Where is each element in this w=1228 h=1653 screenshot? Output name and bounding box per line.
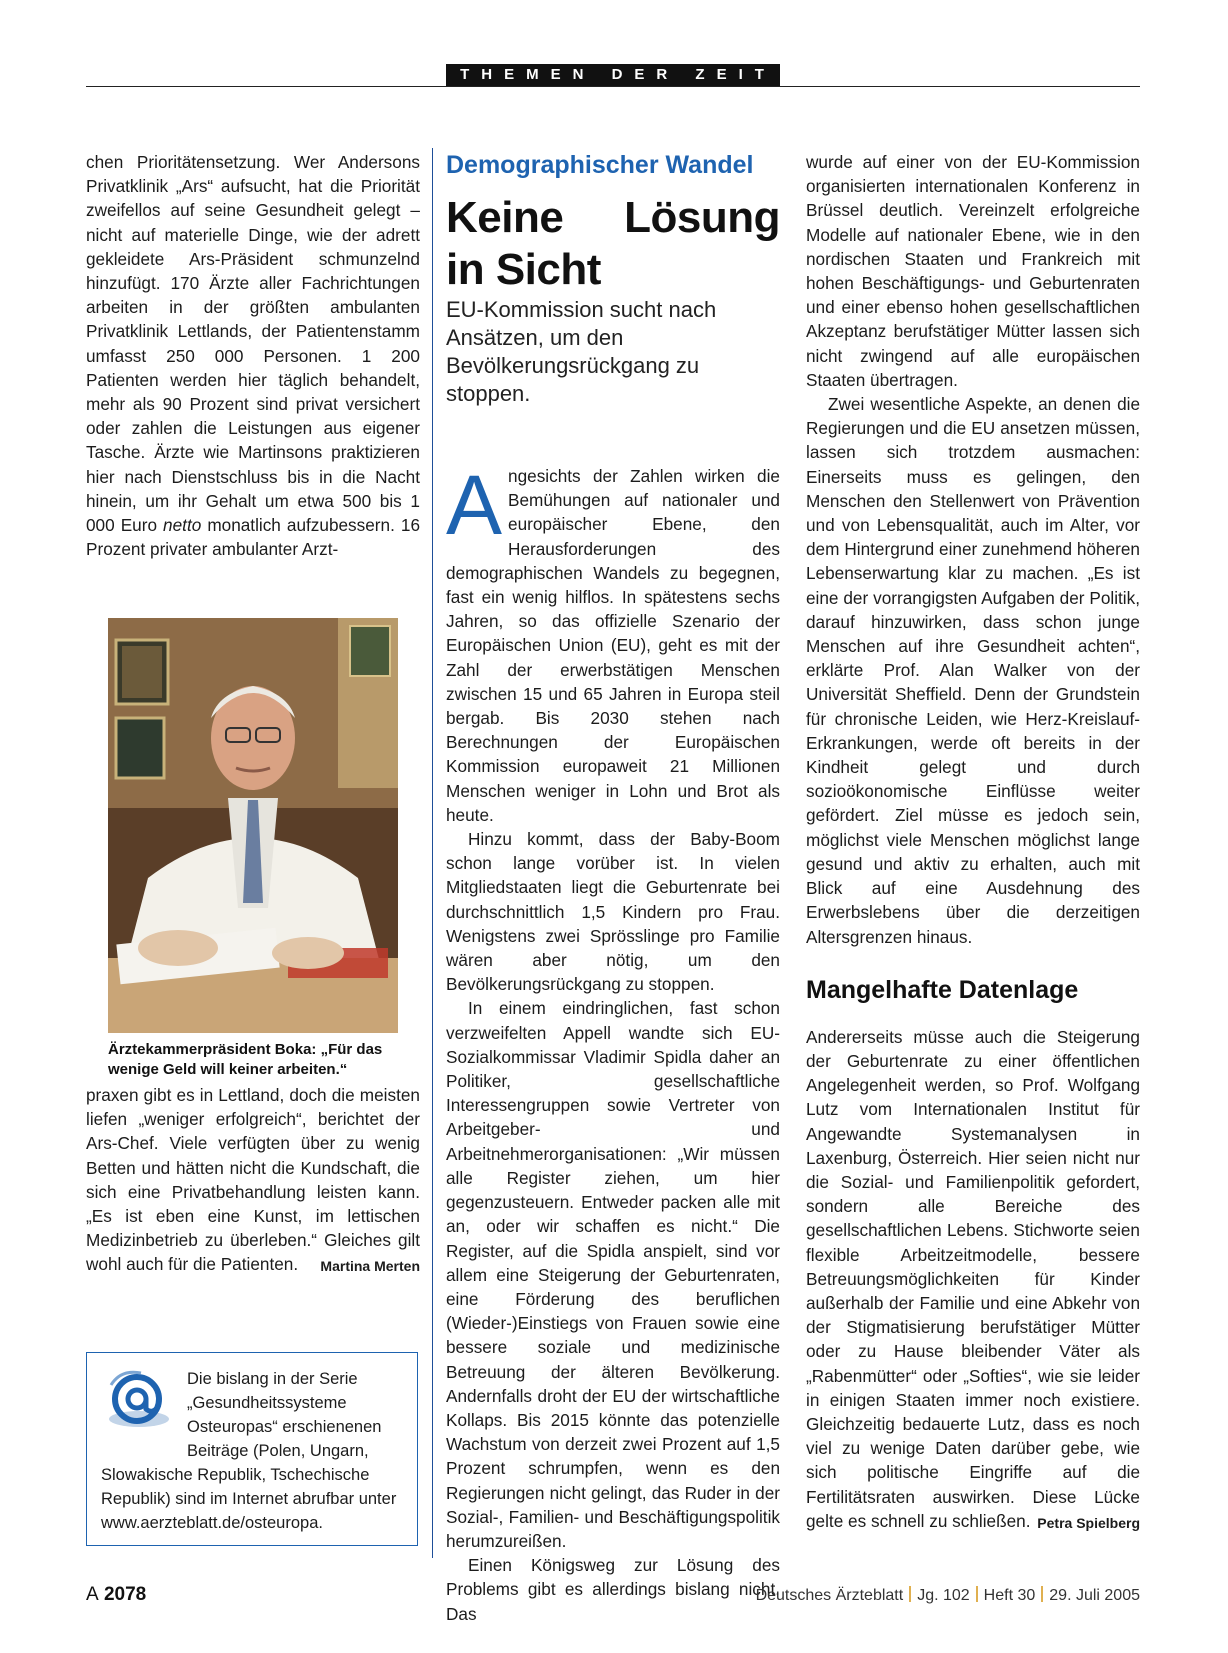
issue: Heft 30 bbox=[983, 1587, 1036, 1604]
publication-info bbox=[756, 1586, 1140, 1605]
page-number: A 2078 bbox=[86, 1584, 147, 1605]
issue-date: 29. Juli 2005 bbox=[1049, 1587, 1140, 1604]
article-headline: Keine Lösung in Sicht bbox=[446, 193, 780, 294]
left-column-bottom bbox=[86, 1083, 420, 1279]
doctor-photo bbox=[108, 618, 398, 1033]
article-subhead: Mangelhafte Datenlage bbox=[806, 975, 1079, 1004]
author-merten: Martina Merten bbox=[320, 1258, 420, 1275]
article-paragraph-2: Hinzu kommt, dass der Baby-Boom schon lange vorüber ist. In vielen Mitgliedstaaten liegt die Geburtenrate bei durchschnittlich 1,5 Kindern pro Frau. Wenigstens zwei Sprösslinge pro Familie wären aber nötig, um den Bevölkerungsrückgang zu stoppen. bbox=[446, 829, 780, 995]
right-column bbox=[806, 150, 1140, 1535]
article-paragraph-1: Angesichts der Zahlen wirken die Bemühungen auf nationaler und europäischer Ebene, den Herausforderungen des demographischen Wandels zu begegnen, fast ein wenig hilflos. In spätestens sechs Jahren, so das offizielle Szenario der Europäischen Union (EU), geht es mit der Zahl der erwerbstätigen Menschen zwischen 15 und 65 Jahren in Europa steil bergab. Bis 2030 stehen nach Berechnungen der Europäischen Kommission europaweit 21 Millionen Menschen weniger in Lohn und Brot als heute. bbox=[446, 458, 780, 825]
article-paragraph-5: wurde auf einer von der EU-Kommission organisierten internationalen Konferenz in Brüssel deutlich. Vereinzelt erfolgreiche Modelle auf nationaler Ebene, wie in den nordischen Staaten und Frankreich mit hohen Beschäftigungs- und Geburtenraten und einer ebenso hohen gesellschaftlichen Akzeptanz berufstätiger Mütter lassen sich nicht zwingend auf alle europäischen Staaten übertragen. bbox=[806, 152, 1140, 390]
article-paragraph-4: Einen Königsweg zur Lösung des Problems gibt es allerdings bislang nicht. Das bbox=[446, 1555, 780, 1624]
volume: Jg. 102 bbox=[917, 1587, 970, 1604]
top-rule bbox=[86, 86, 1140, 87]
photo-caption: Ärztekammerpräsident Boka: „Für das wenige Geld will keiner arbeiten.“ bbox=[108, 1041, 383, 1078]
author-spielberg: Petra Spielberg bbox=[1037, 1514, 1140, 1531]
article-kicker: Demographischer Wandel bbox=[446, 151, 754, 179]
column-divider bbox=[432, 148, 433, 1558]
publication-name: Deutsches Ärzteblatt bbox=[755, 1587, 904, 1604]
left-column-top bbox=[86, 150, 420, 561]
info-box-text: Die bislang in der Serie „Gesundheitssysteme Osteuropas“ erschienenen Beiträge (Polen, Ungarn, Slowakische Republik, Tschechische Republik) sind im Internet abrufbar unter www.aerzteblatt.de/osteuropa. bbox=[101, 1370, 397, 1532]
article-deck: EU-Kommission sucht nach Ansätzen, um den Bevölkerungsrückgang zu stoppen. bbox=[446, 297, 717, 406]
info-box bbox=[86, 1352, 418, 1546]
article-paragraph-6: Zwei wesentliche Aspekte, an denen die Regierungen und die EU ansetzen müssen, lassen sich trotzdem ausmachen: Einerseits muss es gelingen, den Menschen den Stellenwert von Prävention und von Lebensqualität, auch im Alter, vor dem Hintergrund einer zunehmend höheren Lebenserwartung klar zu machen. „Es ist eine der vorrangigsten Aufgaben der Politik, darauf hinzuwirken, dass schon junge Menschen auf ihre Gesundheit achten“, erklärte Prof. Alan Walker von der Universität Sheffield. Denn der Grundstein für chronische Leiden, wie Herz-Kreislauf-Erkrankungen, werde oft bereits in der Kindheit gelegt und durch sozioökonomische Einflüsse weiter gefördert. Ziel müsse es jedoch sein, möglichst viele Menschen möglichst lange gesund und aktiv zu erhalten, auch mit Blick auf eine Ausdehnung des Erwerbslebens über die derzeitigen Altersgrenzen hinaus. bbox=[806, 394, 1140, 947]
drop-cap: A bbox=[446, 458, 503, 552]
middle-column bbox=[446, 150, 780, 1626]
left-paragraph-1: chen Prioritätensetzung. Wer Andersons Privatklinik „Ars“ aufsucht, hat die Priorität zweifellos auf seine Gesundheit gelegt – nicht auf materielle Dinge, wie der adrett gekleidete Ars-Präsident schmunzelnd hinzufügt. 170 Ärzte aller Fachrichtungen arbeiten in der größten ambulanten Privatklinik Lettlands, der Patientenstamm umfasst 250 000 Personen. 1 200 Patienten werden hier täglich behandelt, mehr als 90 Prozent sind privat versichert oder zahlen die Leistungen aus eigener Tasche. Ärzte wie Martinsons praktizieren hier nach Dienstschluss bis in die Nacht hinein, um ihr Gehalt um etwa 500 bis 1 000 Euro netto monatlich aufzubessern. 16 Prozent privater ambulanter Arzt- bbox=[86, 152, 421, 560]
article-paragraph-3: In einem eindringlichen, fast schon verzweifelten Appell wandte sich EU-Sozialkommissar Vladimir Spidla daher an Politiker, gesellschaftliche Interessengruppen sowie Vertreter von Arbeitgeber- und Arbeitnehmerorganisationen: „Wir müssen alle Register ziehen, um hier gegenzusteuern. Entweder packen alle mit an, oder wir schaffen es nicht.“ Die Register, auf die Spidla anspielt, sind vor allem eine Steigerung der Geburtenraten, eine Förderung des beruflichen (Wieder-)Einstiegs von Frauen sowie eine bessere soziale und medizinische Betreuung der älteren Bevölkerung. Andernfalls droht der EU der wirtschaftliche Kollaps. Bis 2015 könnte das potenzielle Wachstum von derzeit zwei Prozent auf 1,5 Prozent schrumpfen, wenn es den Regierungen nicht gelingt, das Ruder in der Sozial-, Familien- und Beschäftigungspolitik herumzureißen. bbox=[446, 998, 780, 1551]
section-header: THEMEN DER ZEIT bbox=[446, 64, 780, 86]
left-paragraph-2: praxen gibt es in Lettland, doch die meisten liefen „weniger erfolgreich“, berichtet der Ars-Chef. Viele verfügten über zu wenig Betten und hätten nicht die Kundschaft, die sich eine Privatbehandlung leisten kann. „Es ist eben eine Kunst, im lettischen Medizinbetrieb zu überleben.“ Gleiches gilt wohl auch für die Patienten. Martina Merten bbox=[86, 1083, 420, 1277]
article-paragraph-7: Andererseits müsse auch die Steigerung der Geburtenrate zu einer öffentlichen Angelegenheit werden, so Prof. Wolfgang Lutz vom Internationalen Institut für Angewandte Systemanalysen in Laxenburg, Österreich. Hier seien nicht nur die Sozial- und Familienpolitik gefordert, sondern alle Bereiche des gesellschaftlichen Lebens. Stichworte seien flexible Arbeitzeitmodelle, bessere Betreuungsmöglichkeiten für Kinder außerhalb der Familie und eine Abkehr von der Stigmatisierung berufstätiger Mütter oder zu Hause bleibender Väter als „Rabenmütter“ oder „Softies“, wie sie leider in einigen Staaten immer noch existiere. Gleichzeitig bedauerte Lutz, dass es noch viel zu wenige Daten darüber gebe, wie sich politische Eingriffe auf die Fertilitätsraten auswirken. Diese Lücke gelte es schnell zu schließen. Petra Spielberg bbox=[806, 1025, 1140, 1533]
